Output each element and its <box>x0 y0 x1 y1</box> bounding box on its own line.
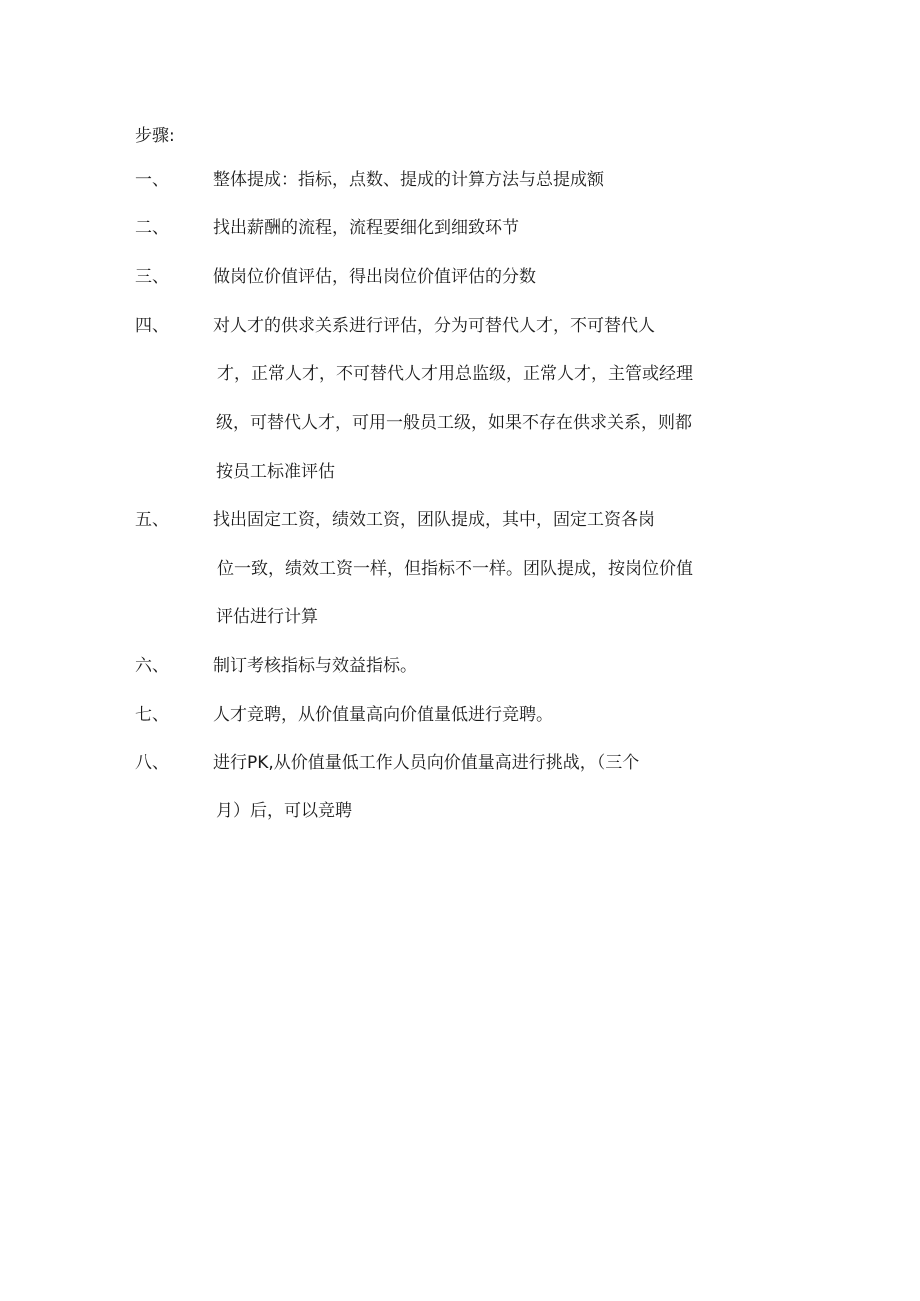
step-number: 二、 <box>135 218 169 238</box>
step-text-line: 对人才的供求关系进行评估，分为可替代人才，不可替代人 <box>213 316 655 336</box>
step-text-line: 找出固定工资，绩效工资，团队提成，其中，固定工资各岗 <box>213 510 655 530</box>
step-text-line: 按员工标准评估 <box>216 462 335 482</box>
step-text-line: 位一致，绩效工资一样，但指标不一样。团队提成，按岗位价值 <box>217 559 693 579</box>
step-text-line: 才，正常人才，不可替代人才用总监级，正常人才，主管或经理 <box>217 364 693 384</box>
step-number: 五、 <box>135 510 169 530</box>
step-text-line: 评估进行计算 <box>216 607 318 627</box>
step-number: 六、 <box>135 656 169 676</box>
step-text-line: 找出薪酬的流程，流程要细化到细致环节 <box>213 218 519 238</box>
step-number: 四、 <box>135 316 169 336</box>
step-text-line: 月）后，可以竞聘 <box>216 801 352 821</box>
step-number: 八、 <box>135 753 169 773</box>
step-text-line: 人才竞聘，从价值量高向价值量低进行竞聘。 <box>213 705 553 725</box>
step-number: 七、 <box>135 705 169 725</box>
step-text-line: 整体提成：指标，点数、提成的计算方法与总提成额 <box>213 170 604 190</box>
step-text-line: 进行PK,从价值量低工作人员向价值量高进行挑战，（三个 <box>213 753 640 773</box>
step-text-line: 级，可替代人才，可用一般员工级，如果不存在供求关系，则都 <box>216 413 692 433</box>
step-text-line: 制订考核指标与效益指标。 <box>213 656 417 676</box>
step-number: 一、 <box>135 170 169 190</box>
step-text-line: 做岗位价值评估，得出岗位价值评估的分数 <box>213 267 536 287</box>
document-heading: 步骤: <box>135 126 175 146</box>
step-number: 三、 <box>135 267 169 287</box>
